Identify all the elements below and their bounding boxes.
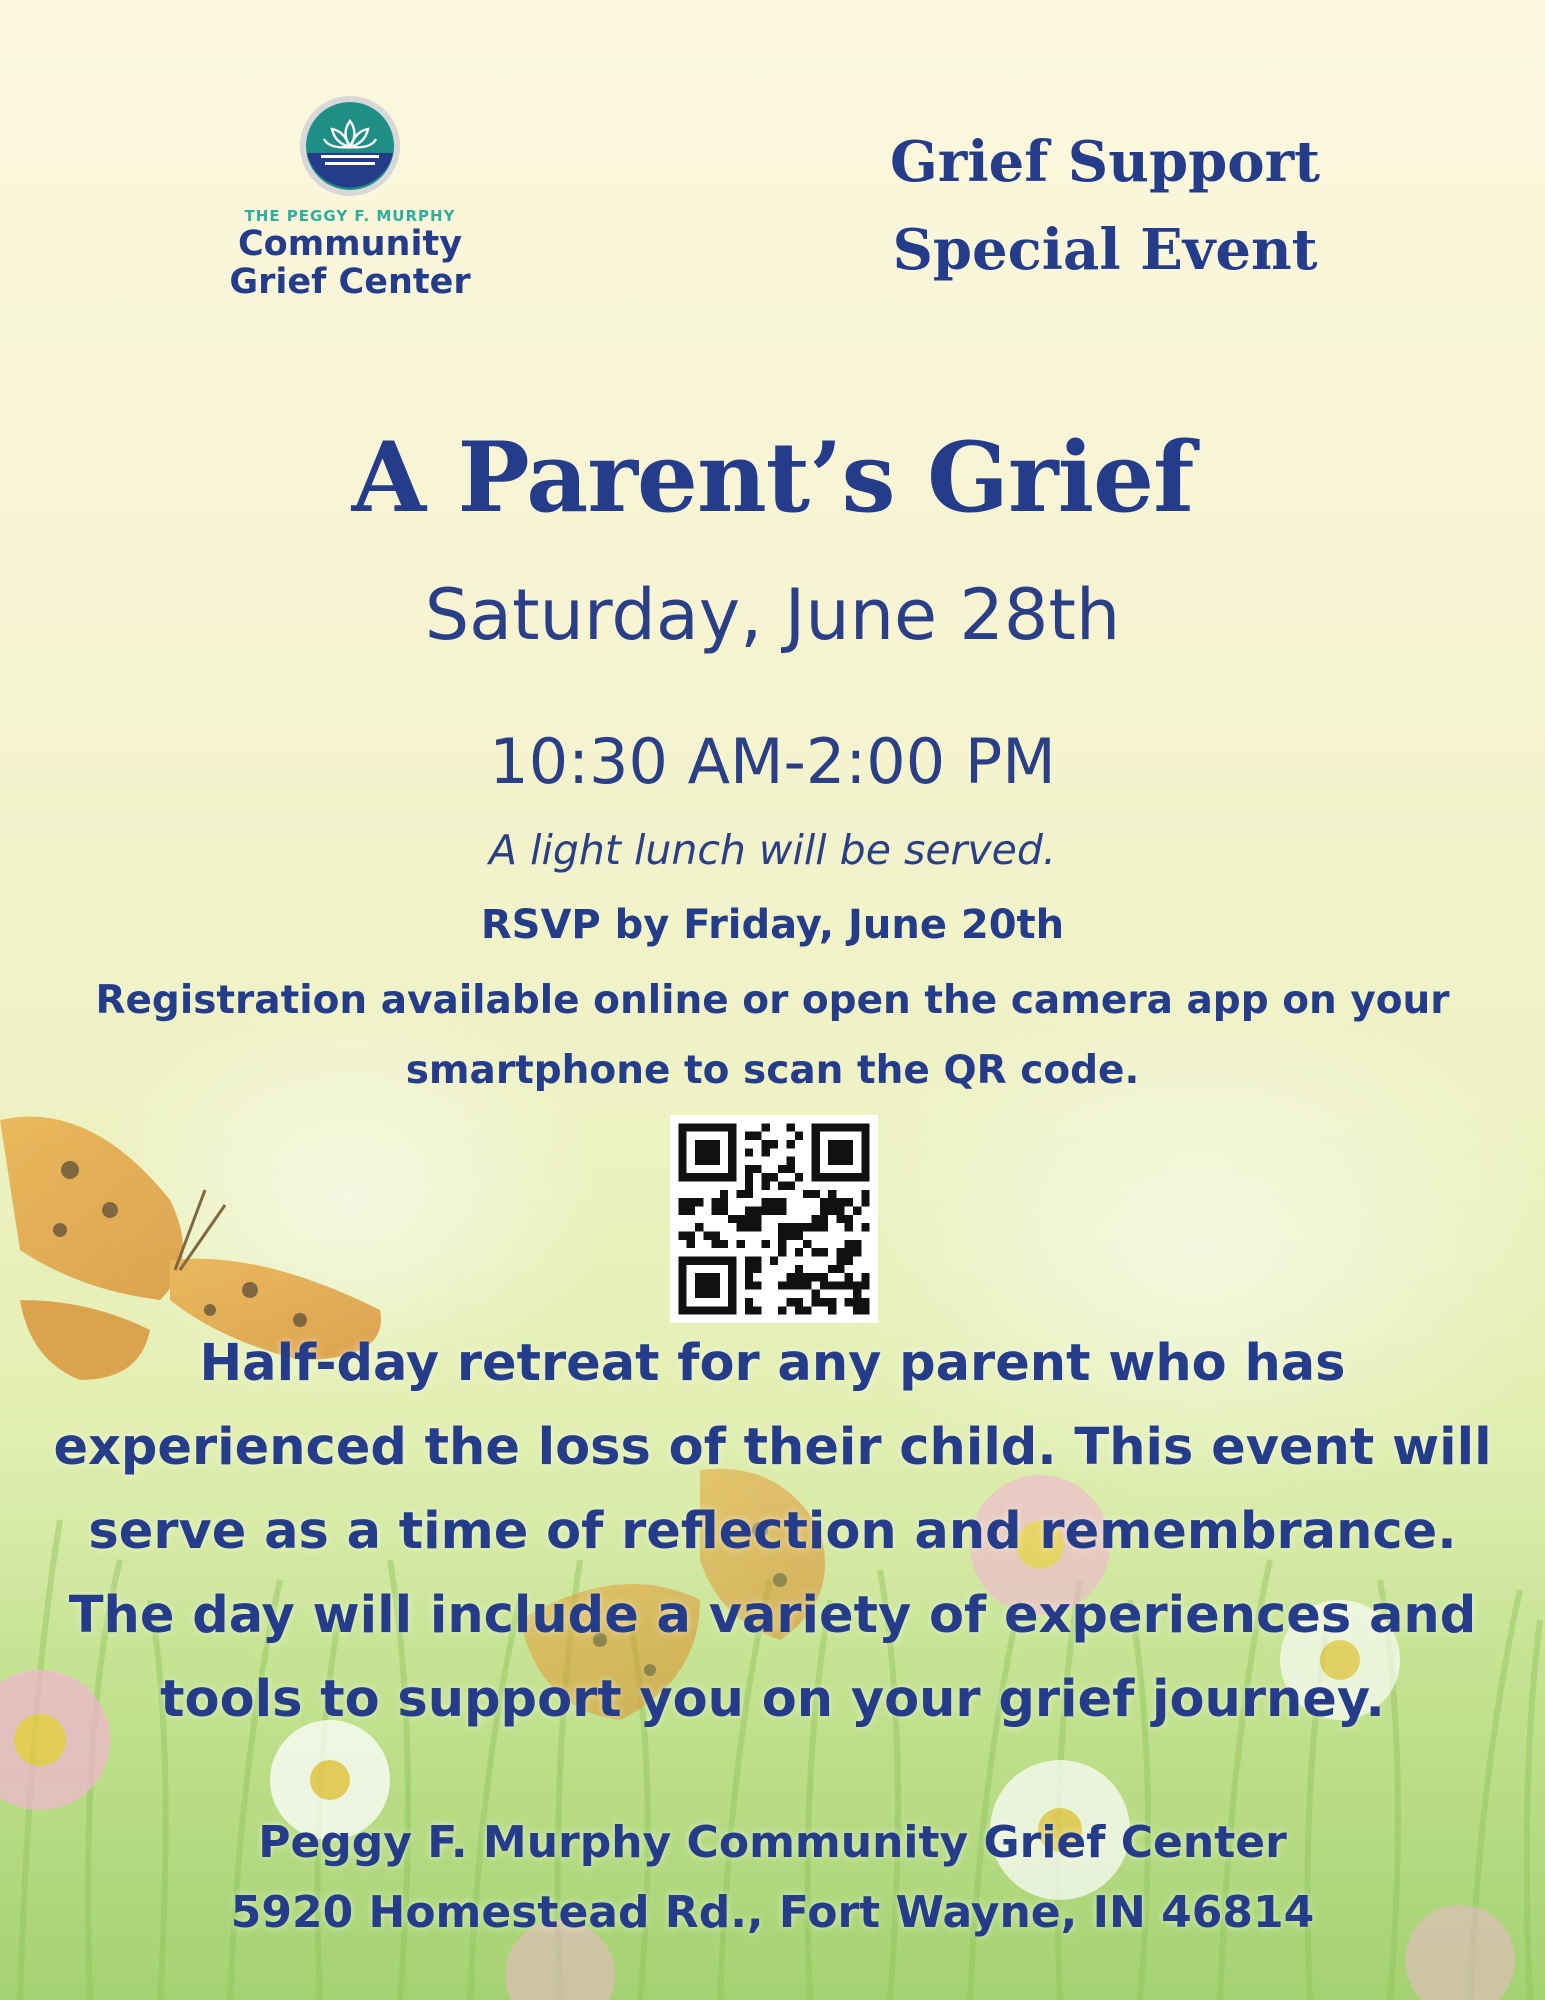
- qr-module: [687, 1256, 695, 1264]
- rsvp-deadline: RSVP by Friday, June 20th: [480, 902, 1065, 948]
- qr-module: [762, 1198, 770, 1206]
- qr-module: [687, 1306, 695, 1314]
- qr-module: [712, 1306, 720, 1314]
- qr-module: [720, 1190, 728, 1198]
- qr-module: [795, 1248, 803, 1256]
- qr-module: [845, 1248, 853, 1256]
- qr-module: [678, 1148, 686, 1156]
- qr-module: [778, 1182, 786, 1190]
- qr-module: [703, 1173, 711, 1181]
- qr-module: [703, 1148, 711, 1156]
- qr-module: [811, 1123, 819, 1131]
- qr-module: [820, 1123, 828, 1131]
- qr-module: [712, 1207, 720, 1215]
- qr-module: [728, 1281, 736, 1289]
- qr-module: [836, 1140, 844, 1148]
- qr-module: [745, 1215, 753, 1223]
- qr-module: [845, 1256, 853, 1264]
- qr-module: [728, 1173, 736, 1181]
- qr-module: [737, 1190, 745, 1198]
- qr-module: [828, 1173, 836, 1181]
- qr-module: [795, 1265, 803, 1273]
- qr-module: [853, 1248, 861, 1256]
- qr-module: [811, 1223, 819, 1231]
- qr-module: [845, 1223, 853, 1231]
- qr-module: [762, 1182, 770, 1190]
- qr-module: [820, 1298, 828, 1306]
- qr-module: [678, 1198, 686, 1206]
- lotus-icon: [299, 95, 401, 197]
- qr-module: [745, 1207, 753, 1215]
- qr-module: [703, 1273, 711, 1281]
- qr-module: [728, 1265, 736, 1273]
- qr-module: [703, 1123, 711, 1131]
- qr-module: [811, 1290, 819, 1298]
- event-type-line2: Special Event: [892, 217, 1318, 283]
- qr-module: [678, 1165, 686, 1173]
- qr-module: [853, 1240, 861, 1248]
- qr-module: [795, 1223, 803, 1231]
- qr-module: [828, 1207, 836, 1215]
- qr-module: [786, 1298, 794, 1306]
- qr-module: [753, 1215, 761, 1223]
- qr-module: [712, 1273, 720, 1281]
- registration-instructions: [0, 966, 1545, 1106]
- qr-module: [803, 1273, 811, 1281]
- description-line1: Half-day retreat for any parent who has: [199, 1334, 1346, 1393]
- event-date: Saturday, June 28th: [424, 574, 1121, 656]
- qr-module: [720, 1123, 728, 1131]
- qr-module: [778, 1281, 786, 1289]
- qr-module: [803, 1223, 811, 1231]
- qr-module: [820, 1273, 828, 1281]
- qr-module: [695, 1256, 703, 1264]
- qr-module: [861, 1281, 869, 1289]
- qr-module: [678, 1132, 686, 1140]
- qr-module: [786, 1223, 794, 1231]
- qr-module: [728, 1157, 736, 1165]
- qr-module: [795, 1306, 803, 1314]
- qr-module: [820, 1173, 828, 1181]
- qr-module: [861, 1273, 869, 1281]
- qr-module: [845, 1240, 853, 1248]
- qr-module: [720, 1207, 728, 1215]
- qr-module: [778, 1231, 786, 1239]
- qr-module: [753, 1265, 761, 1273]
- qr-module: [712, 1157, 720, 1165]
- qr-module: [703, 1157, 711, 1165]
- qr-module: [836, 1256, 844, 1264]
- qr-module: [845, 1173, 853, 1181]
- qr-module: [836, 1281, 844, 1289]
- registration-line2: smartphone to scan the QR code.: [405, 1048, 1140, 1093]
- qr-module: [853, 1298, 861, 1306]
- qr-module: [678, 1306, 686, 1314]
- qr-module: [728, 1165, 736, 1173]
- qr-module: [778, 1207, 786, 1215]
- qr-module: [836, 1157, 844, 1165]
- qr-module: [770, 1256, 778, 1264]
- qr-module: [836, 1207, 844, 1215]
- qr-module: [811, 1148, 819, 1156]
- qr-module: [845, 1148, 853, 1156]
- qr-module: [770, 1140, 778, 1148]
- qr-module: [695, 1281, 703, 1289]
- qr-module: [845, 1123, 853, 1131]
- qr-module: [861, 1157, 869, 1165]
- qr-module: [745, 1165, 753, 1173]
- qr-module: [861, 1298, 869, 1306]
- event-type-heading: [815, 118, 1395, 294]
- description-line4: The day will include a variety of experiences and: [68, 1586, 1477, 1645]
- qr-module: [786, 1231, 794, 1239]
- qr-module: [753, 1132, 761, 1140]
- qr-module: [861, 1198, 869, 1206]
- qr-module: [753, 1165, 761, 1173]
- qr-module: [687, 1123, 695, 1131]
- qr-module: [762, 1240, 770, 1248]
- qr-module: [820, 1248, 828, 1256]
- qr-module: [786, 1182, 794, 1190]
- qr-module: [720, 1306, 728, 1314]
- qr-module: [712, 1140, 720, 1148]
- qr-module: [811, 1190, 819, 1198]
- qr-module: [745, 1273, 753, 1281]
- qr-module: [695, 1198, 703, 1206]
- qr-module: [687, 1240, 695, 1248]
- qr-module: [753, 1256, 761, 1264]
- qr-module: [828, 1140, 836, 1148]
- qr-module: [828, 1306, 836, 1314]
- qr-module: [795, 1281, 803, 1289]
- qr-module: [845, 1273, 853, 1281]
- qr-module: [703, 1290, 711, 1298]
- lunch-note: A light lunch will be served.: [489, 826, 1056, 874]
- qr-module: [853, 1207, 861, 1215]
- qr-module: [712, 1173, 720, 1181]
- qr-module: [828, 1265, 836, 1273]
- qr-module: [803, 1240, 811, 1248]
- qr-module: [720, 1256, 728, 1264]
- qr-module: [712, 1123, 720, 1131]
- qr-module: [828, 1298, 836, 1306]
- qr-module: [762, 1123, 770, 1131]
- qr-module: [678, 1140, 686, 1148]
- qr-module: [778, 1223, 786, 1231]
- qr-module: [678, 1290, 686, 1298]
- qr-module: [703, 1140, 711, 1148]
- qr-module: [703, 1281, 711, 1289]
- qr-module: [753, 1207, 761, 1215]
- qr-module: [762, 1140, 770, 1148]
- qr-module: [853, 1123, 861, 1131]
- qr-module: [803, 1281, 811, 1289]
- qr-module: [811, 1173, 819, 1181]
- qr-module: [861, 1173, 869, 1181]
- qr-module: [728, 1273, 736, 1281]
- qr-module: [728, 1306, 736, 1314]
- qr-module: [762, 1148, 770, 1156]
- qr-module: [795, 1273, 803, 1281]
- qr-module: [678, 1281, 686, 1289]
- qr-module: [820, 1281, 828, 1289]
- qr-module: [703, 1306, 711, 1314]
- qr-module: [828, 1198, 836, 1206]
- qr-module: [811, 1157, 819, 1165]
- event-description: [0, 1322, 1545, 1742]
- qr-module: [753, 1223, 761, 1231]
- qr-module: [745, 1306, 753, 1314]
- qr-module: [770, 1173, 778, 1181]
- event-type-line1: Grief Support: [889, 129, 1320, 195]
- qr-module: [745, 1148, 753, 1156]
- qr-module: [795, 1298, 803, 1306]
- qr-module: [845, 1298, 853, 1306]
- qr-module: [745, 1298, 753, 1306]
- event-title: A Parent’s Grief: [351, 421, 1194, 534]
- qr-module: [712, 1256, 720, 1264]
- qr-module: [803, 1306, 811, 1314]
- qr-module: [687, 1231, 695, 1239]
- qr-module: [678, 1273, 686, 1281]
- qr-module: [720, 1173, 728, 1181]
- qr-module: [811, 1165, 819, 1173]
- qr-module: [853, 1306, 861, 1314]
- qr-module: [720, 1198, 728, 1206]
- qr-module: [753, 1306, 761, 1314]
- qr-module: [853, 1290, 861, 1298]
- qr-module: [836, 1248, 844, 1256]
- qr-module: [712, 1231, 720, 1239]
- qr-module: [703, 1231, 711, 1239]
- description-line5: tools to support you on your grief journey.: [160, 1670, 1385, 1729]
- qr-module: [845, 1140, 853, 1148]
- qr-module: [728, 1256, 736, 1264]
- qr-module: [745, 1173, 753, 1181]
- description-line2: experienced the loss of their child. This event will: [53, 1418, 1492, 1477]
- qr-module: [786, 1165, 794, 1173]
- registration-line1: Registration available online or open the camera app on your: [95, 978, 1450, 1023]
- qr-module: [811, 1215, 819, 1223]
- logo-tagline: THE PEGGY F. MURPHY: [244, 207, 456, 225]
- qr-module: [820, 1215, 828, 1223]
- qr-module: [728, 1290, 736, 1298]
- qr-module: [762, 1173, 770, 1181]
- qr-module: [861, 1140, 869, 1148]
- qr-module: [795, 1173, 803, 1181]
- qr-module: [853, 1173, 861, 1181]
- qr-module: [828, 1157, 836, 1165]
- qr-module: [728, 1140, 736, 1148]
- qr-module: [811, 1132, 819, 1140]
- qr-module: [786, 1140, 794, 1148]
- qr-module: [861, 1132, 869, 1140]
- qr-module: [836, 1215, 844, 1223]
- qr-module: [811, 1298, 819, 1306]
- qr-module: [695, 1223, 703, 1231]
- qr-module: [762, 1207, 770, 1215]
- qr-module: [836, 1148, 844, 1156]
- qr-module: [712, 1281, 720, 1289]
- qr-module: [778, 1198, 786, 1206]
- qr-module: [703, 1256, 711, 1264]
- qr-module: [737, 1215, 745, 1223]
- qr-module: [695, 1157, 703, 1165]
- qr-module: [786, 1281, 794, 1289]
- qr-module: [811, 1273, 819, 1281]
- qr-module: [811, 1140, 819, 1148]
- qr-module: [786, 1123, 794, 1131]
- qr-module: [678, 1157, 686, 1165]
- qr-module: [795, 1231, 803, 1239]
- qr-module: [778, 1240, 786, 1248]
- qr-module: [828, 1281, 836, 1289]
- qr-module: [712, 1198, 720, 1206]
- qr-module: [728, 1123, 736, 1131]
- organization-logo: [195, 95, 505, 301]
- qr-module: [687, 1198, 695, 1206]
- qr-module: [695, 1273, 703, 1281]
- qr-module: [861, 1148, 869, 1156]
- qr-module: [678, 1207, 686, 1215]
- registration-qr-code[interactable]: [670, 1115, 878, 1323]
- qr-module: [795, 1132, 803, 1140]
- qr-module: [737, 1240, 745, 1248]
- qr-module: [861, 1123, 869, 1131]
- logo-name-line1: Community: [237, 224, 463, 264]
- qr-module: [678, 1231, 686, 1239]
- qr-module: [737, 1223, 745, 1231]
- qr-module: [745, 1256, 753, 1264]
- qr-module: [745, 1265, 753, 1273]
- qr-module: [678, 1173, 686, 1181]
- logo-name-line2: Grief Center: [229, 262, 471, 302]
- qr-module: [828, 1190, 836, 1198]
- qr-module: [845, 1157, 853, 1165]
- qr-code-icon: [670, 1115, 878, 1323]
- qr-module: [778, 1306, 786, 1314]
- qr-module: [728, 1298, 736, 1306]
- qr-module: [687, 1173, 695, 1181]
- qr-module: [861, 1223, 869, 1231]
- qr-module: [836, 1123, 844, 1131]
- qr-module: [712, 1240, 720, 1248]
- qr-module: [770, 1207, 778, 1215]
- qr-module: [728, 1148, 736, 1156]
- qr-module: [786, 1273, 794, 1281]
- qr-module: [828, 1148, 836, 1156]
- event-time: 10:30 AM-2:00 PM: [489, 725, 1056, 798]
- qr-module: [695, 1140, 703, 1148]
- qr-module: [678, 1123, 686, 1131]
- qr-module: [820, 1223, 828, 1231]
- qr-module: [728, 1132, 736, 1140]
- qr-module: [845, 1215, 853, 1223]
- qr-module: [712, 1148, 720, 1156]
- qr-module: [836, 1265, 844, 1273]
- qr-module: [770, 1198, 778, 1206]
- qr-module: [861, 1190, 869, 1198]
- qr-module: [720, 1240, 728, 1248]
- qr-module: [861, 1165, 869, 1173]
- qr-module: [845, 1281, 853, 1289]
- qr-module: [778, 1165, 786, 1173]
- qr-module: [695, 1173, 703, 1181]
- qr-module: [695, 1306, 703, 1314]
- qr-module: [803, 1190, 811, 1198]
- qr-module: [728, 1215, 736, 1223]
- qr-module: [820, 1207, 828, 1215]
- qr-module: [745, 1223, 753, 1231]
- qr-module: [853, 1281, 861, 1289]
- qr-module: [745, 1281, 753, 1289]
- qr-module: [695, 1148, 703, 1156]
- qr-module: [745, 1182, 753, 1190]
- description-line3: serve as a time of reflection and remembrance.: [88, 1502, 1457, 1561]
- qr-module: [753, 1281, 761, 1289]
- qr-module: [778, 1248, 786, 1256]
- venue-street: 5920 Homestead Rd., Fort Wayne, IN 46814: [230, 1887, 1315, 1938]
- qr-module: [687, 1207, 695, 1215]
- qr-module: [712, 1290, 720, 1298]
- qr-module: [678, 1256, 686, 1264]
- qr-module: [836, 1198, 844, 1206]
- qr-module: [678, 1265, 686, 1273]
- qr-module: [828, 1123, 836, 1131]
- qr-module: [811, 1248, 819, 1256]
- venue-name: Peggy F. Murphy Community Grief Center: [258, 1817, 1287, 1868]
- qr-module: [845, 1198, 853, 1206]
- qr-module: [820, 1198, 828, 1206]
- qr-module: [695, 1290, 703, 1298]
- qr-module: [745, 1190, 753, 1198]
- qr-module: [786, 1157, 794, 1165]
- qr-module: [695, 1123, 703, 1131]
- qr-module: [678, 1298, 686, 1306]
- venue-address: [0, 1808, 1545, 1948]
- qr-module: [836, 1173, 844, 1181]
- qr-module: [745, 1132, 753, 1140]
- qr-module: [861, 1306, 869, 1314]
